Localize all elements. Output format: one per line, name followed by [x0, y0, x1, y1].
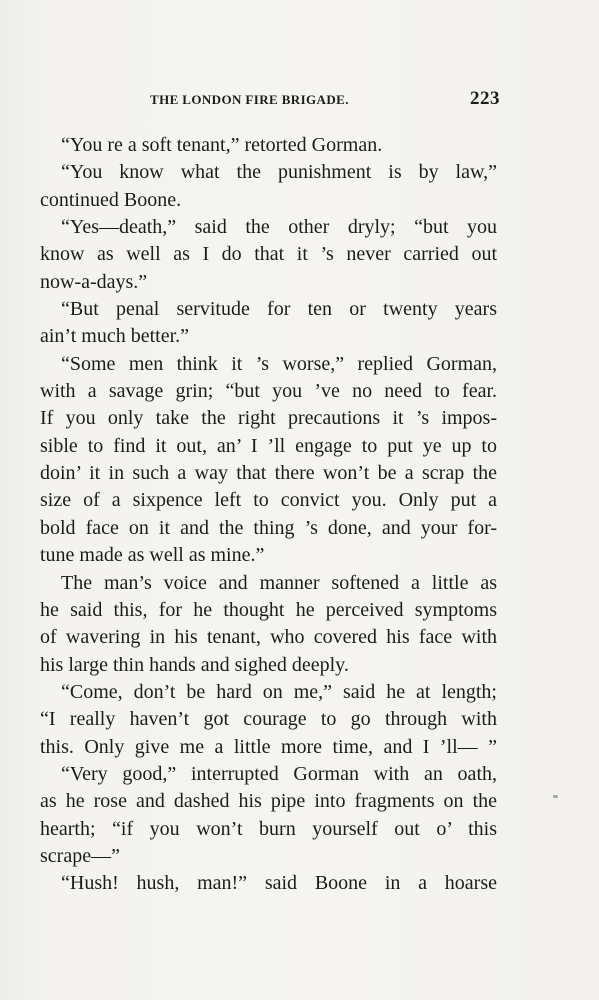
- text-line: “Come, don’t be hard on me,” said he at length;: [61, 680, 497, 703]
- text-line: “Some men think it ’s worse,” replied Gorman,: [61, 352, 497, 375]
- body-text: [40, 132, 497, 898]
- text-line: of wavering in his tenant, who covered his face with: [40, 626, 497, 649]
- text-line: hearth; “if you won’t burn yourself out o’ this: [40, 817, 497, 840]
- text-line: now-a-days.”: [40, 270, 148, 293]
- paper-speck: [553, 795, 558, 798]
- text-line: “Very good,” interrupted Gorman with an oath,: [61, 762, 497, 785]
- text-line: “You re a soft tenant,” retorted Gorman.: [61, 134, 383, 156]
- text-line: he said this, for he thought he perceived symptoms: [40, 598, 497, 621]
- text-line: “You know what the punishment is by law,”: [61, 161, 497, 184]
- text-line: as he rose and dashed his pipe into fragments on the: [40, 790, 497, 813]
- text-line: know as well as I do that it ’s never carried out: [40, 243, 497, 266]
- text-line: this. Only give me a little more time, and I ’ll— ”: [40, 735, 497, 758]
- text-line: bold face on it and the thing ’s done, and your for-: [40, 516, 497, 539]
- text-line: scrape—”: [40, 844, 120, 867]
- text-line: doin’ it in such a way that there won’t be a scrap the: [40, 462, 497, 485]
- text-line: “But penal servitude for ten or twenty years: [61, 298, 497, 321]
- text-line: ain’t much better.”: [40, 325, 190, 348]
- page-number: 223: [470, 88, 500, 109]
- text-line: “I really haven’t got courage to go through with: [40, 708, 497, 731]
- text-line: “Hush! hush, man!” said Boone in a hoarse: [61, 872, 497, 895]
- page-header: [40, 88, 500, 114]
- text-line: continued Boone.: [40, 188, 182, 211]
- text-line: with a savage grin; “but you ’ve no need to fear.: [40, 380, 497, 403]
- text-line: If you only take the right precautions it ’s impos-: [40, 407, 497, 430]
- text-line: “Yes—death,” said the other dryly; “but you: [61, 216, 497, 239]
- text-line: size of a sixpence left to convict you. Only put a: [40, 489, 497, 512]
- running-head: THE LONDON FIRE BRIGADE.: [150, 92, 349, 107]
- text-line: The man’s voice and manner softened a little as: [61, 571, 497, 594]
- text-line: his large thin hands and sighed deeply.: [40, 653, 349, 676]
- text-line: sible to find it out, an’ I ’ll engage to put ye up to: [40, 434, 497, 457]
- text-line: tune made as well as mine.”: [40, 544, 265, 567]
